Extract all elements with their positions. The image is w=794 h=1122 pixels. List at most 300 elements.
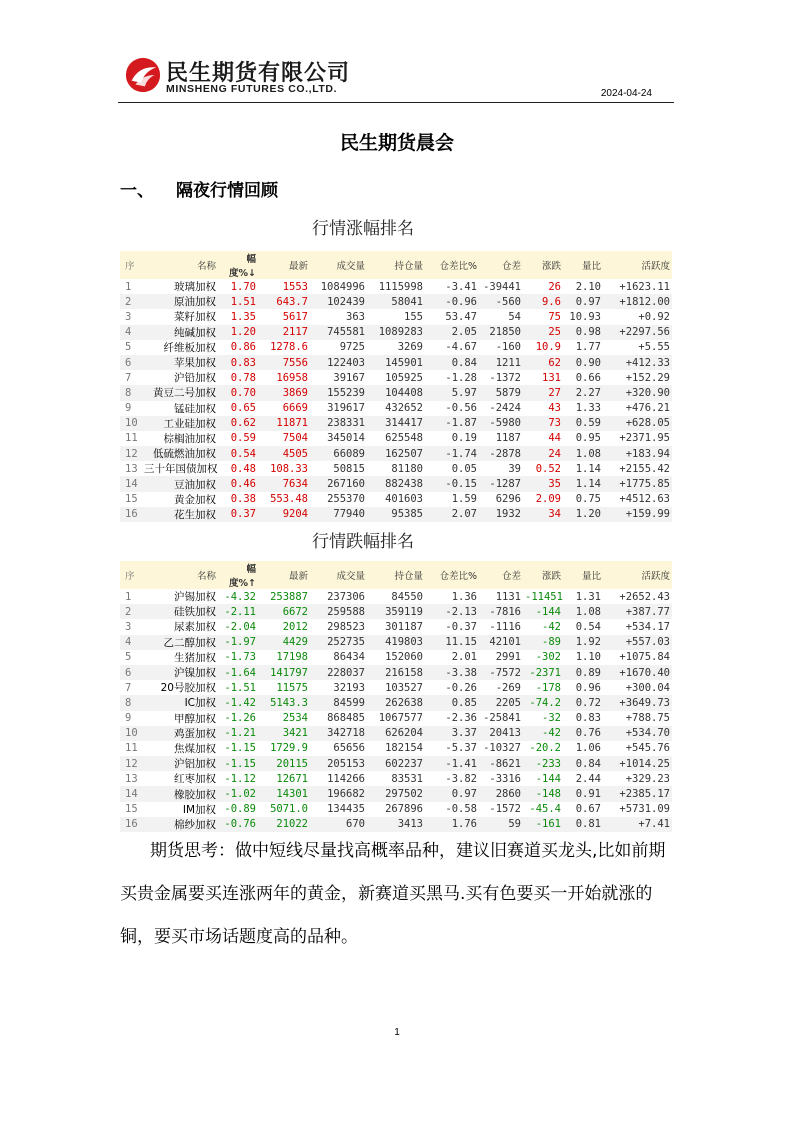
table-cell: -144 <box>523 771 563 786</box>
table-cell: 54 <box>479 309 523 324</box>
table-row[interactable] <box>120 711 672 726</box>
table-cell: 1.14 <box>563 461 603 476</box>
column-header[interactable]: 最新 <box>258 561 310 589</box>
table-cell: 1.35 <box>218 309 258 324</box>
instrument-name: 鸡蛋加权 <box>142 726 218 741</box>
table-cell: 14 <box>120 476 142 491</box>
table-cell: 1131 <box>479 589 523 604</box>
table-cell: 262638 <box>367 695 425 710</box>
table-cell: 59 <box>479 817 523 832</box>
table-row[interactable] <box>120 786 672 801</box>
column-header[interactable]: 活跃度 <box>603 251 672 279</box>
table-cell: 882438 <box>367 476 425 491</box>
column-header[interactable]: 最新 <box>258 251 310 279</box>
table-cell: +5731.09 <box>603 802 672 817</box>
instrument-name: 原油加权 <box>142 294 218 309</box>
table-cell: 1.77 <box>563 340 603 355</box>
table-cell: -1.64 <box>218 665 258 680</box>
column-header[interactable]: 成交量 <box>310 561 367 589</box>
table-cell: -2.04 <box>218 619 258 634</box>
table-cell: 95385 <box>367 507 425 522</box>
instrument-name: 苹果加权 <box>142 355 218 370</box>
table-cell: 0.84 <box>563 756 603 771</box>
table-cell: 0.67 <box>563 802 603 817</box>
section-label: 隔夜行情回顾 <box>176 181 278 201</box>
table-cell: -1.02 <box>218 786 258 801</box>
instrument-name: 黄金加权 <box>142 492 218 507</box>
table-cell: 1.08 <box>563 604 603 619</box>
table-row[interactable] <box>120 802 672 817</box>
table-cell: 1 <box>120 589 142 604</box>
table-cell: 0.54 <box>218 446 258 461</box>
table-cell: 6296 <box>479 492 523 507</box>
table-cell: -1.87 <box>425 416 479 431</box>
table-cell: -1.12 <box>218 771 258 786</box>
table-cell: +0.92 <box>603 309 672 324</box>
table-cell: -5.37 <box>425 741 479 756</box>
table-cell: 1089283 <box>367 325 425 340</box>
table-row[interactable] <box>120 370 672 385</box>
table-cell: +2297.56 <box>603 325 672 340</box>
table-cell: 2.27 <box>563 385 603 400</box>
table-cell: 1.20 <box>218 325 258 340</box>
table-cell: 745581 <box>310 325 367 340</box>
table-cell: 1115998 <box>367 279 425 294</box>
table-cell: +159.99 <box>603 507 672 522</box>
table-cell: 9 <box>120 711 142 726</box>
table-cell: 432652 <box>367 401 425 416</box>
table-cell: 81180 <box>367 461 425 476</box>
table-cell: 9725 <box>310 340 367 355</box>
instrument-name: 锰硅加权 <box>142 401 218 416</box>
table-cell: 0.97 <box>425 786 479 801</box>
table-cell: 1.08 <box>563 446 603 461</box>
table-cell: 3269 <box>367 340 425 355</box>
instrument-name: 棉纱加权 <box>142 817 218 832</box>
table-cell: -5980 <box>479 416 523 431</box>
column-header[interactable]: 名称 <box>142 251 218 279</box>
table-cell: 252735 <box>310 635 367 650</box>
table-row[interactable] <box>120 771 672 786</box>
table-cell: -1.41 <box>425 756 479 771</box>
column-header[interactable]: 仓差 <box>479 561 523 589</box>
table-cell: -178 <box>523 680 563 695</box>
table-cell: 21022 <box>258 817 310 832</box>
table-cell: 626204 <box>367 726 425 741</box>
table-cell: +1075.84 <box>603 650 672 665</box>
table-cell: 1.06 <box>563 741 603 756</box>
table-cell: -1.73 <box>218 650 258 665</box>
table-cell: 1278.6 <box>258 340 310 355</box>
table-cell: 205153 <box>310 756 367 771</box>
table-cell: -1.26 <box>218 711 258 726</box>
table-cell: 3869 <box>258 385 310 400</box>
table-cell: 15 <box>120 492 142 507</box>
table-cell: 5071.0 <box>258 802 310 817</box>
table-cell: -4.32 <box>218 589 258 604</box>
table-cell: 11575 <box>258 680 310 695</box>
table-cell: 1553 <box>258 279 310 294</box>
table-cell: +1812.00 <box>603 294 672 309</box>
table-cell: 2534 <box>258 711 310 726</box>
table-cell: 34 <box>523 507 563 522</box>
table-cell: 0.72 <box>563 695 603 710</box>
table-cell: -160 <box>479 340 523 355</box>
instrument-name: 甲醇加权 <box>142 711 218 726</box>
instrument-name: 沪锡加权 <box>142 589 218 604</box>
table-cell: 553.48 <box>258 492 310 507</box>
column-header[interactable]: 幅度%↑ <box>218 561 258 589</box>
table-cell: -1287 <box>479 476 523 491</box>
table-cell: 4505 <box>258 446 310 461</box>
table-cell: 5 <box>120 650 142 665</box>
table-row[interactable] <box>120 492 672 507</box>
table-cell: +1775.85 <box>603 476 672 491</box>
table-cell: 14 <box>120 786 142 801</box>
column-header[interactable]: 量比 <box>563 251 603 279</box>
table-cell: 1.59 <box>425 492 479 507</box>
table-cell: 298523 <box>310 619 367 634</box>
table-cell: 0.76 <box>563 726 603 741</box>
table-row[interactable] <box>120 476 672 491</box>
table-cell: -10327 <box>479 741 523 756</box>
table-row[interactable] <box>120 461 672 476</box>
table-cell: 342718 <box>310 726 367 741</box>
table-cell: 84599 <box>310 695 367 710</box>
table-cell: 75 <box>523 309 563 324</box>
instrument-name: 沪铝加权 <box>142 756 218 771</box>
table-cell: -1.15 <box>218 756 258 771</box>
table-cell: 114266 <box>310 771 367 786</box>
table-cell: 0.19 <box>425 431 479 446</box>
table-cell: -45.4 <box>523 802 563 817</box>
instrument-name: IM加权 <box>142 802 218 817</box>
table-cell: 7556 <box>258 355 310 370</box>
table-cell: +534.17 <box>603 619 672 634</box>
table-row[interactable] <box>120 741 672 756</box>
table-row[interactable] <box>120 619 672 634</box>
table-cell: 1067577 <box>367 711 425 726</box>
instrument-name: 花生加权 <box>142 507 218 522</box>
table-cell: 0.52 <box>523 461 563 476</box>
column-header[interactable]: 成交量 <box>310 251 367 279</box>
column-header[interactable]: 持仓量 <box>367 561 425 589</box>
table-cell: 14301 <box>258 786 310 801</box>
table-row[interactable] <box>120 635 672 650</box>
column-header[interactable]: 涨跌 <box>523 251 563 279</box>
table-cell: -2371 <box>523 665 563 680</box>
instrument-name: 沪镍加权 <box>142 665 218 680</box>
table-cell: -0.58 <box>425 802 479 817</box>
table-cell: 11 <box>120 431 142 446</box>
table-cell: 253887 <box>258 589 310 604</box>
page-number: 1 <box>394 1027 400 1038</box>
table-cell: 9.6 <box>523 294 563 309</box>
table-cell: -144 <box>523 604 563 619</box>
column-header[interactable]: 仓差 <box>479 251 523 279</box>
table-cell: +152.29 <box>603 370 672 385</box>
table-cell: 131 <box>523 370 563 385</box>
table-cell: 5.97 <box>425 385 479 400</box>
column-header[interactable]: 名称 <box>142 561 218 589</box>
table-cell: 238331 <box>310 416 367 431</box>
table-cell: 0.05 <box>425 461 479 476</box>
table-cell: 16958 <box>258 370 310 385</box>
table-cell: 2205 <box>479 695 523 710</box>
table-cell: 11871 <box>258 416 310 431</box>
table-cell: 108.33 <box>258 461 310 476</box>
column-header[interactable]: 序 <box>120 251 142 279</box>
table-row[interactable] <box>120 695 672 710</box>
table-cell: 145901 <box>367 355 425 370</box>
table-row[interactable] <box>120 604 672 619</box>
table-cell: 0.59 <box>563 416 603 431</box>
table-cell: 0.90 <box>563 355 603 370</box>
table-cell: -269 <box>479 680 523 695</box>
table-cell: 1.70 <box>218 279 258 294</box>
table-cell: -0.89 <box>218 802 258 817</box>
table-cell: -2878 <box>479 446 523 461</box>
table-cell: 27 <box>523 385 563 400</box>
table-cell: 643.7 <box>258 294 310 309</box>
table-cell: 0.54 <box>563 619 603 634</box>
table-cell: 1187 <box>479 431 523 446</box>
table-cell: -0.96 <box>425 294 479 309</box>
document-title: 民生期货晨会 <box>339 132 454 154</box>
table-cell: -42 <box>523 726 563 741</box>
table-cell: 6672 <box>258 604 310 619</box>
table-cell: -1.97 <box>218 635 258 650</box>
table-cell: 6669 <box>258 401 310 416</box>
gainers-table-title: 行情涨幅排名 <box>312 219 414 239</box>
table-cell: -302 <box>523 650 563 665</box>
table-cell: 259588 <box>310 604 367 619</box>
table-cell: 16 <box>120 817 142 832</box>
table-cell: 77940 <box>310 507 367 522</box>
table-row[interactable] <box>120 325 672 340</box>
table-cell: -2.11 <box>218 604 258 619</box>
table-cell: 0.78 <box>218 370 258 385</box>
table-cell: 13 <box>120 461 142 476</box>
table-cell: +476.21 <box>603 401 672 416</box>
table-cell: 73 <box>523 416 563 431</box>
table-cell: 359119 <box>367 604 425 619</box>
table-cell: 12 <box>120 446 142 461</box>
instrument-name: 棕榈油加权 <box>142 431 218 446</box>
table-cell: -8621 <box>479 756 523 771</box>
table-cell: 141797 <box>258 665 310 680</box>
column-header[interactable]: 涨跌 <box>523 561 563 589</box>
table-row[interactable] <box>120 756 672 771</box>
table-cell: 0.70 <box>218 385 258 400</box>
table-cell: +2385.17 <box>603 786 672 801</box>
table-row[interactable] <box>120 446 672 461</box>
column-header[interactable]: 活跃度 <box>603 561 672 589</box>
table-cell: 0.89 <box>563 665 603 680</box>
table-cell: -20.2 <box>523 741 563 756</box>
table-cell: +320.90 <box>603 385 672 400</box>
table-cell: 9204 <box>258 507 310 522</box>
table-cell: -39441 <box>479 279 523 294</box>
table-cell: -233 <box>523 756 563 771</box>
table-cell: 0.62 <box>218 416 258 431</box>
table-cell: 6 <box>120 355 142 370</box>
table-cell: 1.92 <box>563 635 603 650</box>
table-cell: 2.10 <box>563 279 603 294</box>
table-cell: 53.47 <box>425 309 479 324</box>
table-cell: 1.10 <box>563 650 603 665</box>
table-cell: 8 <box>120 695 142 710</box>
instrument-name: IC加权 <box>142 695 218 710</box>
table-cell: -0.15 <box>425 476 479 491</box>
column-header[interactable]: 持仓量 <box>367 251 425 279</box>
table-row[interactable] <box>120 279 672 294</box>
table-cell: 301187 <box>367 619 425 634</box>
table-row[interactable] <box>120 340 672 355</box>
table-cell: 8 <box>120 385 142 400</box>
instrument-name: 黄豆二号加权 <box>142 385 218 400</box>
table-cell: 2860 <box>479 786 523 801</box>
table-cell: +2652.43 <box>603 589 672 604</box>
table-cell: 3.37 <box>425 726 479 741</box>
table-cell: 228037 <box>310 665 367 680</box>
table-row[interactable] <box>120 431 672 446</box>
table-cell: 1729.9 <box>258 741 310 756</box>
table-cell: 13 <box>120 771 142 786</box>
table-cell: 0.83 <box>218 355 258 370</box>
table-cell: 7504 <box>258 431 310 446</box>
section-number: 一、 <box>120 181 154 201</box>
table-row[interactable] <box>120 589 672 604</box>
table-row[interactable] <box>120 294 672 309</box>
instrument-name: 焦煤加权 <box>142 741 218 756</box>
table-cell: 182154 <box>367 741 425 756</box>
table-row[interactable] <box>120 665 672 680</box>
table-cell: 1211 <box>479 355 523 370</box>
report-date: 2024-04-24 <box>600 88 652 99</box>
instrument-name: 乙二醇加权 <box>142 635 218 650</box>
table-row[interactable] <box>120 401 672 416</box>
table-row[interactable] <box>120 355 672 370</box>
column-header[interactable]: 量比 <box>563 561 603 589</box>
table-cell: +300.04 <box>603 680 672 695</box>
instrument-name: 20号胶加权 <box>142 680 218 695</box>
table-cell: 10.93 <box>563 309 603 324</box>
instrument-name: 纤维板加权 <box>142 340 218 355</box>
table-cell: +2371.95 <box>603 431 672 446</box>
table-cell: 0.98 <box>563 325 603 340</box>
table-cell: -7816 <box>479 604 523 619</box>
table-cell: -7572 <box>479 665 523 680</box>
table-cell: 1932 <box>479 507 523 522</box>
table-cell: 602237 <box>367 756 425 771</box>
table-cell: 20413 <box>479 726 523 741</box>
table-row[interactable] <box>120 507 672 522</box>
table-cell: 58041 <box>367 294 425 309</box>
table-cell: 3413 <box>367 817 425 832</box>
table-cell: 0.95 <box>563 431 603 446</box>
table-cell: 5879 <box>479 385 523 400</box>
table-cell: 7634 <box>258 476 310 491</box>
table-cell: 0.37 <box>218 507 258 522</box>
instrument-name: 三十年国债加权 <box>142 461 218 476</box>
table-cell: +387.77 <box>603 604 672 619</box>
company-logo-icon <box>124 56 162 94</box>
table-cell: 2.05 <box>425 325 479 340</box>
table-cell: +329.23 <box>603 771 672 786</box>
table-cell: 1.36 <box>425 589 479 604</box>
table-cell: 363 <box>310 309 367 324</box>
table-cell: +7.41 <box>603 817 672 832</box>
table-cell: 419803 <box>367 635 425 650</box>
column-header[interactable]: 序 <box>120 561 142 589</box>
company-name-en: MINSHENG FUTURES CO.,LTD. <box>166 83 338 95</box>
table-cell: 2012 <box>258 619 310 634</box>
table-cell: +183.94 <box>603 446 672 461</box>
table-cell: -2.13 <box>425 604 479 619</box>
table-cell: 1.20 <box>563 507 603 522</box>
table-cell: 11.15 <box>425 635 479 650</box>
table-cell: 0.86 <box>218 340 258 355</box>
table-cell: +5.55 <box>603 340 672 355</box>
table-cell: 62 <box>523 355 563 370</box>
table-row[interactable] <box>120 309 672 324</box>
table-cell: 2991 <box>479 650 523 665</box>
table-row[interactable] <box>120 726 672 741</box>
table-cell: 7 <box>120 680 142 695</box>
table-cell: 196682 <box>310 786 367 801</box>
table-cell: 21850 <box>479 325 523 340</box>
table-cell: 0.85 <box>425 695 479 710</box>
gainers-table <box>120 251 672 522</box>
table-cell: +1623.11 <box>603 279 672 294</box>
instrument-name: 尿素加权 <box>142 619 218 634</box>
column-header[interactable]: 幅度%↓ <box>218 251 258 279</box>
table-cell: 26 <box>523 279 563 294</box>
instrument-name: 工业硅加权 <box>142 416 218 431</box>
column-header[interactable]: 仓差比% <box>425 561 479 589</box>
table-cell: -161 <box>523 817 563 832</box>
table-cell: 5143.3 <box>258 695 310 710</box>
table-cell: -11451 <box>525 590 563 603</box>
table-cell: -3.41 <box>425 279 479 294</box>
table-row[interactable] <box>120 680 672 695</box>
table-cell: -25841 <box>479 711 523 726</box>
table-cell: 1.33 <box>563 401 603 416</box>
table-cell: 5617 <box>258 309 310 324</box>
table-cell: 267160 <box>310 476 367 491</box>
commentary-paragraph: 期货思考：做中短线尽量找高概率品种，建议旧赛道买龙头,比如前期买贵金属要买连涨两年的黄金，新赛道买黑马.买有色要买一开始就涨的铜，要买市场话题度高的品种。 <box>120 841 666 947</box>
table-cell: -1572 <box>479 802 523 817</box>
table-row[interactable] <box>120 385 672 400</box>
table-cell: 0.46 <box>218 476 258 491</box>
table-row[interactable] <box>120 650 672 665</box>
table-cell: 39 <box>479 461 523 476</box>
table-cell: -2.36 <box>425 711 479 726</box>
table-cell: 4 <box>120 635 142 650</box>
table-row[interactable] <box>120 416 672 431</box>
table-cell: 35 <box>523 476 563 491</box>
column-header[interactable]: 仓差比% <box>425 251 479 279</box>
table-header-row <box>120 561 672 589</box>
table-cell: 7 <box>120 370 142 385</box>
table-cell: 1 <box>120 279 142 294</box>
table-cell: 0.65 <box>218 401 258 416</box>
table-cell: 0.81 <box>563 817 603 832</box>
table-cell: -74.2 <box>523 695 563 710</box>
table-cell: -2424 <box>479 401 523 416</box>
table-cell: 152060 <box>367 650 425 665</box>
